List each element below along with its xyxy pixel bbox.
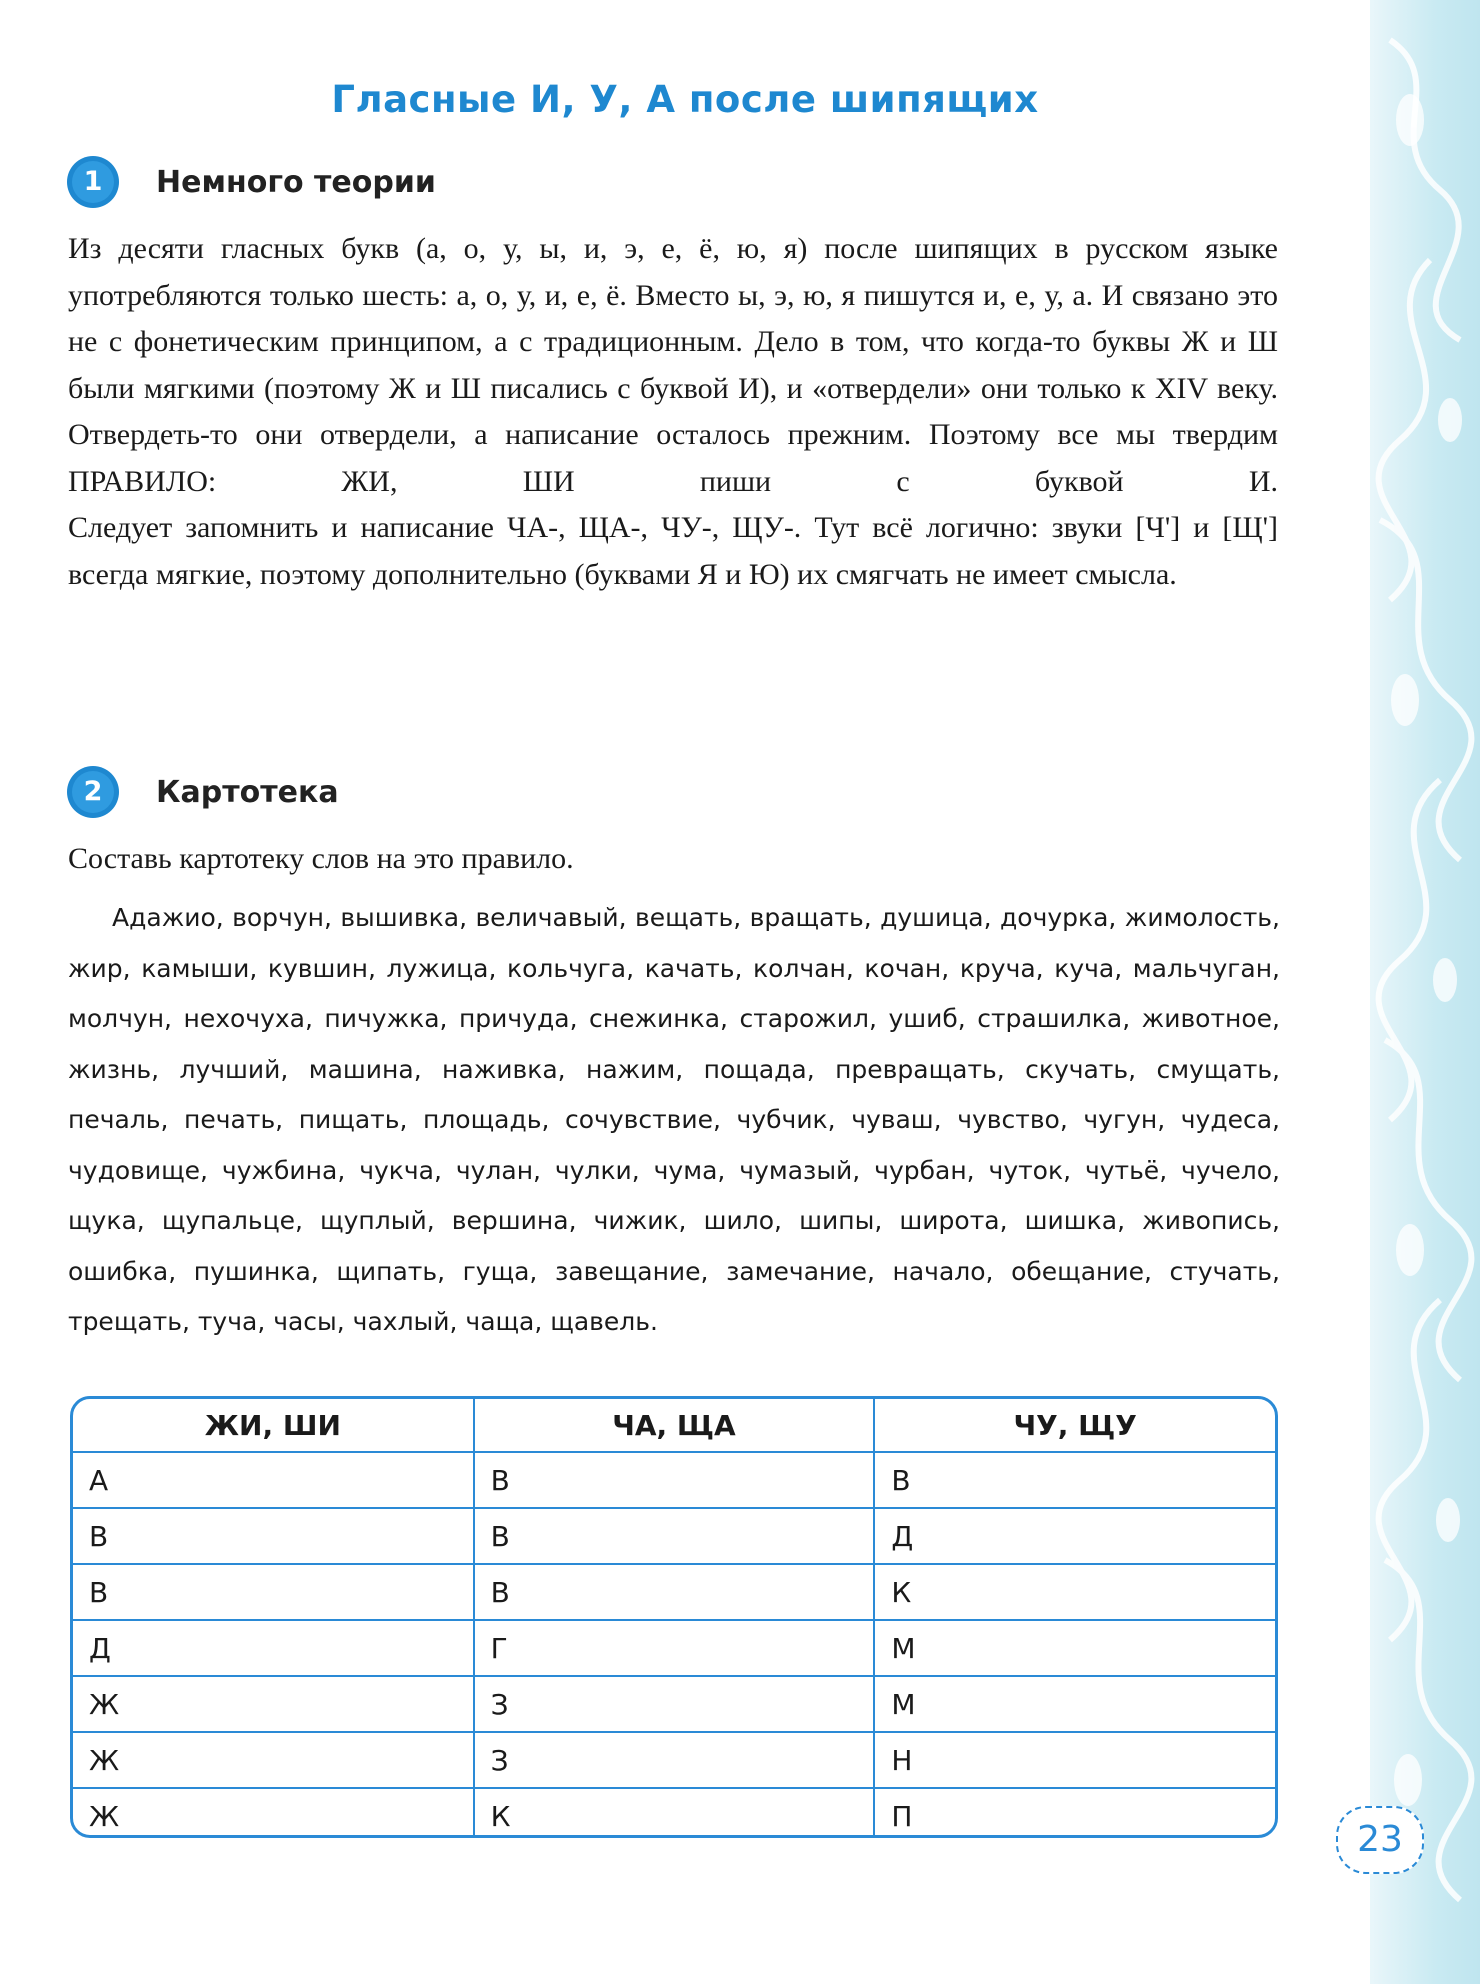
section-heading: Немного теории: [156, 164, 436, 200]
table-cell[interactable]: Ж: [73, 1788, 474, 1838]
table-cell[interactable]: В: [73, 1508, 474, 1564]
table-cell[interactable]: Г: [474, 1620, 875, 1676]
section-number: 1: [83, 166, 103, 197]
page-title: Гласные И, У, А после шипящих: [331, 78, 1039, 121]
card-index-table: [70, 1396, 1278, 1838]
table-row: [73, 1508, 1275, 1564]
table-row: [73, 1564, 1275, 1620]
table-cell[interactable]: М: [874, 1620, 1275, 1676]
table-cell[interactable]: Д: [874, 1508, 1275, 1564]
table-cell[interactable]: А: [73, 1452, 474, 1508]
table-cell[interactable]: К: [874, 1564, 1275, 1620]
table-cell[interactable]: В: [874, 1452, 1275, 1508]
decorative-ornament-border: [1370, 0, 1480, 1984]
table-row: [73, 1788, 1275, 1838]
table-cell[interactable]: Д: [73, 1620, 474, 1676]
table-cell[interactable]: Ж: [73, 1732, 474, 1788]
table-cell[interactable]: Ж: [73, 1676, 474, 1732]
table-cell[interactable]: В: [73, 1564, 474, 1620]
section-1-header: [66, 154, 436, 210]
section-number: 2: [83, 776, 103, 807]
table-cell[interactable]: М: [874, 1676, 1275, 1732]
table-row: [73, 1676, 1275, 1732]
word-list: Адажио, ворчун, вышивка, величавый, вещать, вращать, душица, дочурка, жимолость, жир, камыши, кувшин, лужица, кольчуга, качать, колчан, кочан, круча, куча, мальчуган, молчун, нехочуха, пичужка, причуда, снежинка, старожил, ушиб, страшилка, животное, жизнь, лучший, машина, наживка, нажим, пощада, превращать, скучать, смущать, печаль, печать, пищать, площадь, сочувствие, чубчик, чуваш, чувство, чугун, чудеса, чудовище, чужбина, чукча, чулан, чулки, чума, чумазый, чурбан, чуток, чутьё, чучело, щука, щупальце, щуплый, вершина, чижик, шило, шипы, широта, шишка, живопись, ошибка, пушинка, щипать, гуща, завещание, замечание, начало, обещание, стучать, трещать, туча, часы, чахлый, чаща, щавель.: [68, 903, 1280, 1336]
table-row: [73, 1452, 1275, 1508]
table-cell[interactable]: В: [474, 1508, 875, 1564]
task-instruction: Составь картотеку слов на это правило.: [68, 842, 574, 875]
page-number: 23: [1336, 1806, 1424, 1874]
section-number-badge: [66, 765, 120, 819]
column-header: ЧУ, ЩУ: [874, 1399, 1275, 1452]
theory-paragraph: Следует запомнить и написание ЧА-, ЩА-, ЧУ-, ЩУ-. Тут всё логично: звуки [Ч'] и [Щ'] всегда мягкие, поэтому дополнительно (буквами Я и Ю) их смягчать не имеет смысла.: [68, 511, 1278, 591]
table-row: [73, 1620, 1275, 1676]
table-cell[interactable]: В: [474, 1564, 875, 1620]
table-cell[interactable]: П: [874, 1788, 1275, 1838]
table-cell[interactable]: К: [474, 1788, 875, 1838]
theory-paragraph: Из десяти гласных букв (а, о, у, ы, и, э, е, ё, ю, я) после шипящих в русском языке употребляются только шесть: а, о, у, и, е, ё. Вместо ы, э, ю, я пишутся и, е, у, а. И связано это не с фонетическим принципом, а с традиционным. Дело в том, что когда-то буквы Ж и Ш были мягкими (поэтому Ж и Ш писались с буквой И), и «отвердели» они только к XIV веку. Отвердеть-то они отвердели, а написание осталось прежним. Поэтому все мы твердим ПРАВИЛО: ЖИ, ШИ пиши с буквой И.: [68, 232, 1278, 498]
column-header: ЧА, ЩА: [474, 1399, 875, 1452]
section-heading: Картотека: [156, 774, 339, 810]
table-cell[interactable]: Н: [874, 1732, 1275, 1788]
table-cell[interactable]: З: [474, 1732, 875, 1788]
section-number-badge: [66, 155, 120, 209]
table-cell[interactable]: З: [474, 1676, 875, 1732]
table-row: [73, 1732, 1275, 1788]
column-header: ЖИ, ШИ: [73, 1399, 474, 1452]
section-2-header: [66, 764, 339, 820]
table-cell[interactable]: В: [474, 1452, 875, 1508]
theory-text: [68, 226, 1278, 598]
